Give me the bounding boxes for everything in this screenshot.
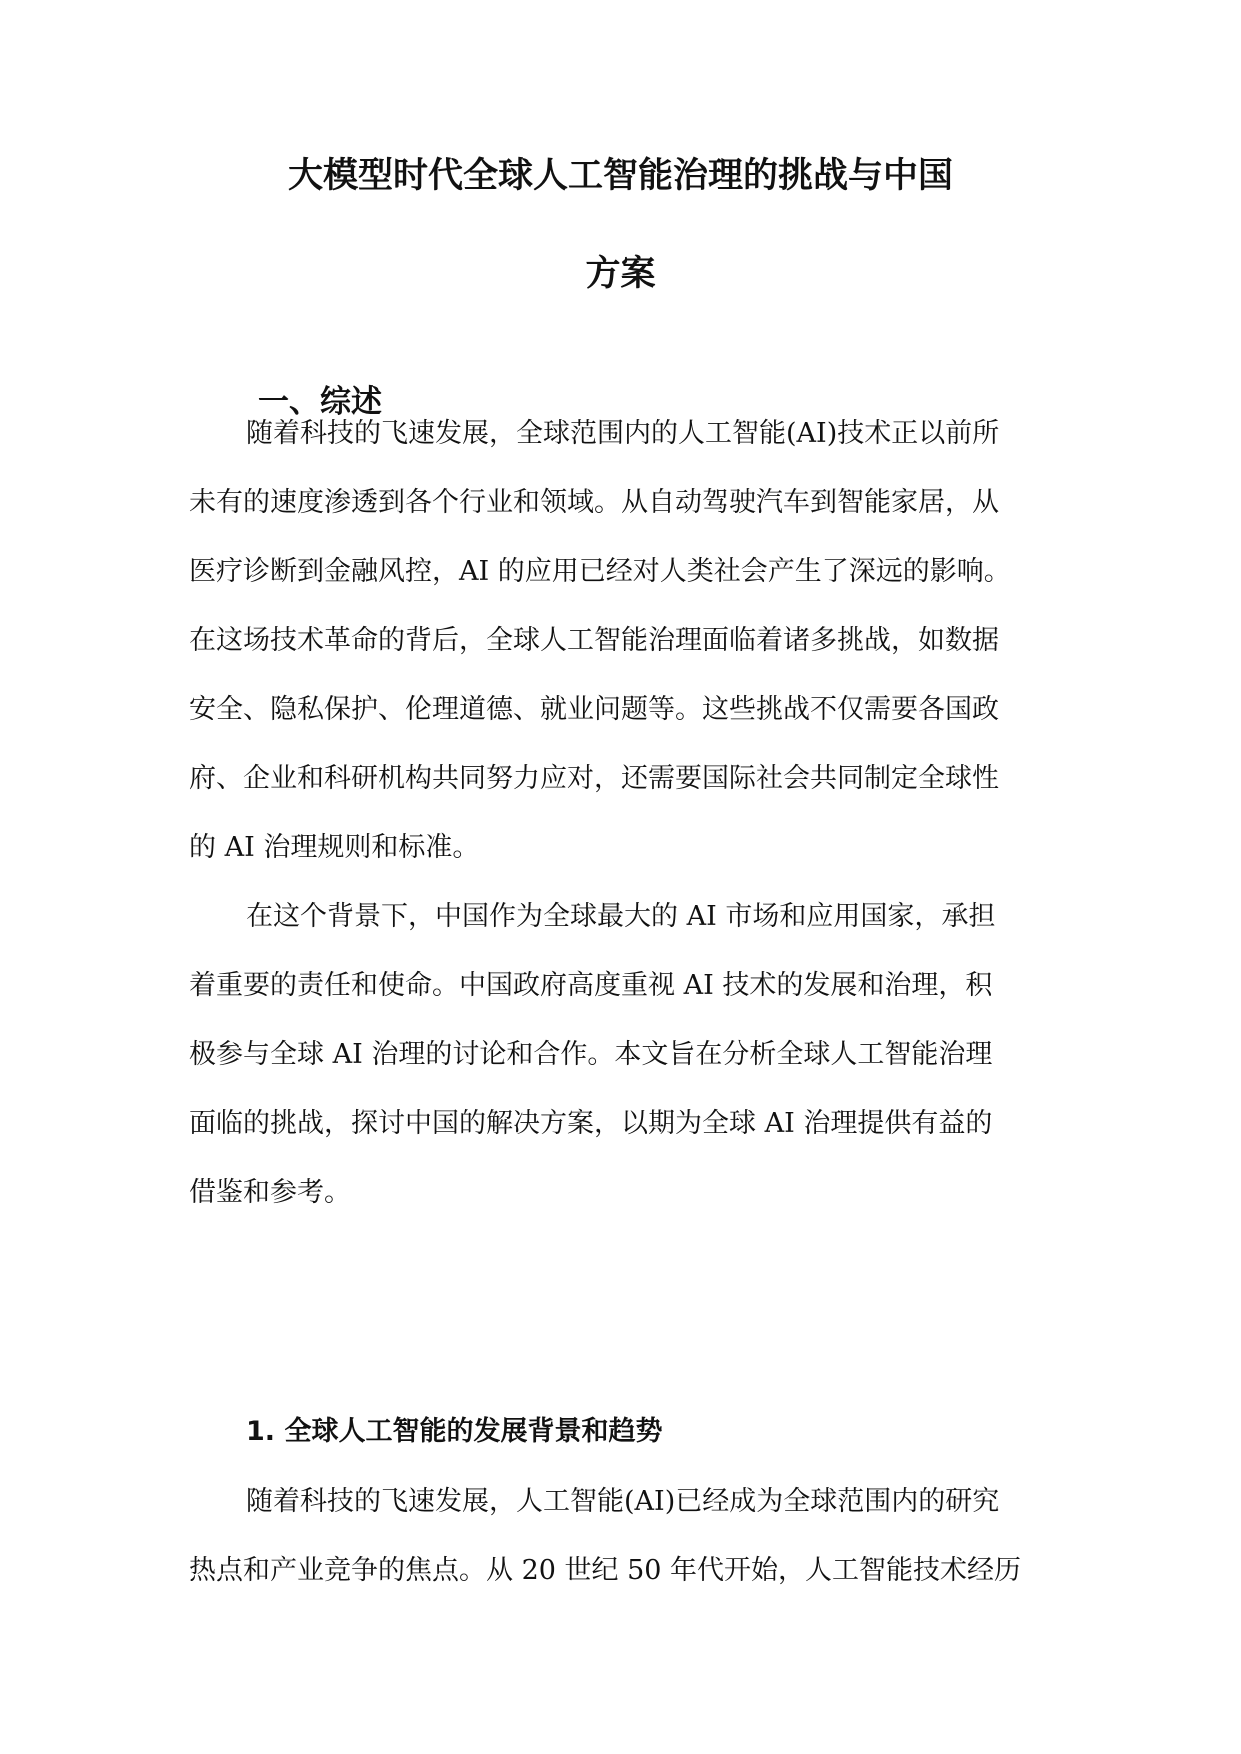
- paragraph-line: 热点和产业竞争的焦点。从 20 世纪 50 年代开始，人工智能技术经历: [189, 1555, 1022, 1586]
- section-heading-overview: 一、综述: [258, 384, 382, 420]
- paragraph-line: 极参与全球 AI 治理的讨论和合作。本文旨在分析全球人工智能治理: [189, 1039, 993, 1070]
- paragraph-line: 在这个背景下，中国作为全球最大的 AI 市场和应用国家，承担: [246, 901, 996, 932]
- paragraph-line: 未有的速度渗透到各个行业和领域。从自动驾驶汽车到智能家居，从: [189, 487, 999, 518]
- document-title-line-2: 方案: [585, 254, 656, 294]
- paragraph-line: 的 AI 治理规则和标准。: [189, 832, 480, 863]
- paragraph-line: 医疗诊断到金融风控，AI 的应用已经对人类社会产生了深远的影响。: [189, 556, 1011, 587]
- paragraph-line: 府、企业和科研机构共同努力应对，还需要国际社会共同制定全球性: [189, 763, 999, 794]
- paragraph-line: 着重要的责任和使命。中国政府高度重视 AI 技术的发展和治理，积: [189, 970, 993, 1001]
- paragraph-line: 随着科技的飞速发展，人工智能(AI)已经成为全球范围内的研究: [246, 1486, 1000, 1517]
- paragraph-line: 安全、隐私保护、伦理道德、就业问题等。这些挑战不仅需要各国政: [189, 694, 999, 725]
- paragraph-line: 随着科技的飞速发展，全球范围内的人工智能(AI)技术正以前所: [246, 418, 1000, 449]
- paragraph-line: 借鉴和参考。: [189, 1177, 351, 1208]
- document-title-line-1: 大模型时代全球人工智能治理的挑战与中国: [287, 156, 953, 196]
- subsection-heading-background: 1. 全球人工智能的发展背景和趋势: [246, 1416, 663, 1447]
- paragraph-line: 面临的挑战，探讨中国的解决方案，以期为全球 AI 治理提供有益的: [189, 1108, 993, 1139]
- paragraph-line: 在这场技术革命的背后，全球人工智能治理面临着诸多挑战，如数据: [189, 625, 999, 656]
